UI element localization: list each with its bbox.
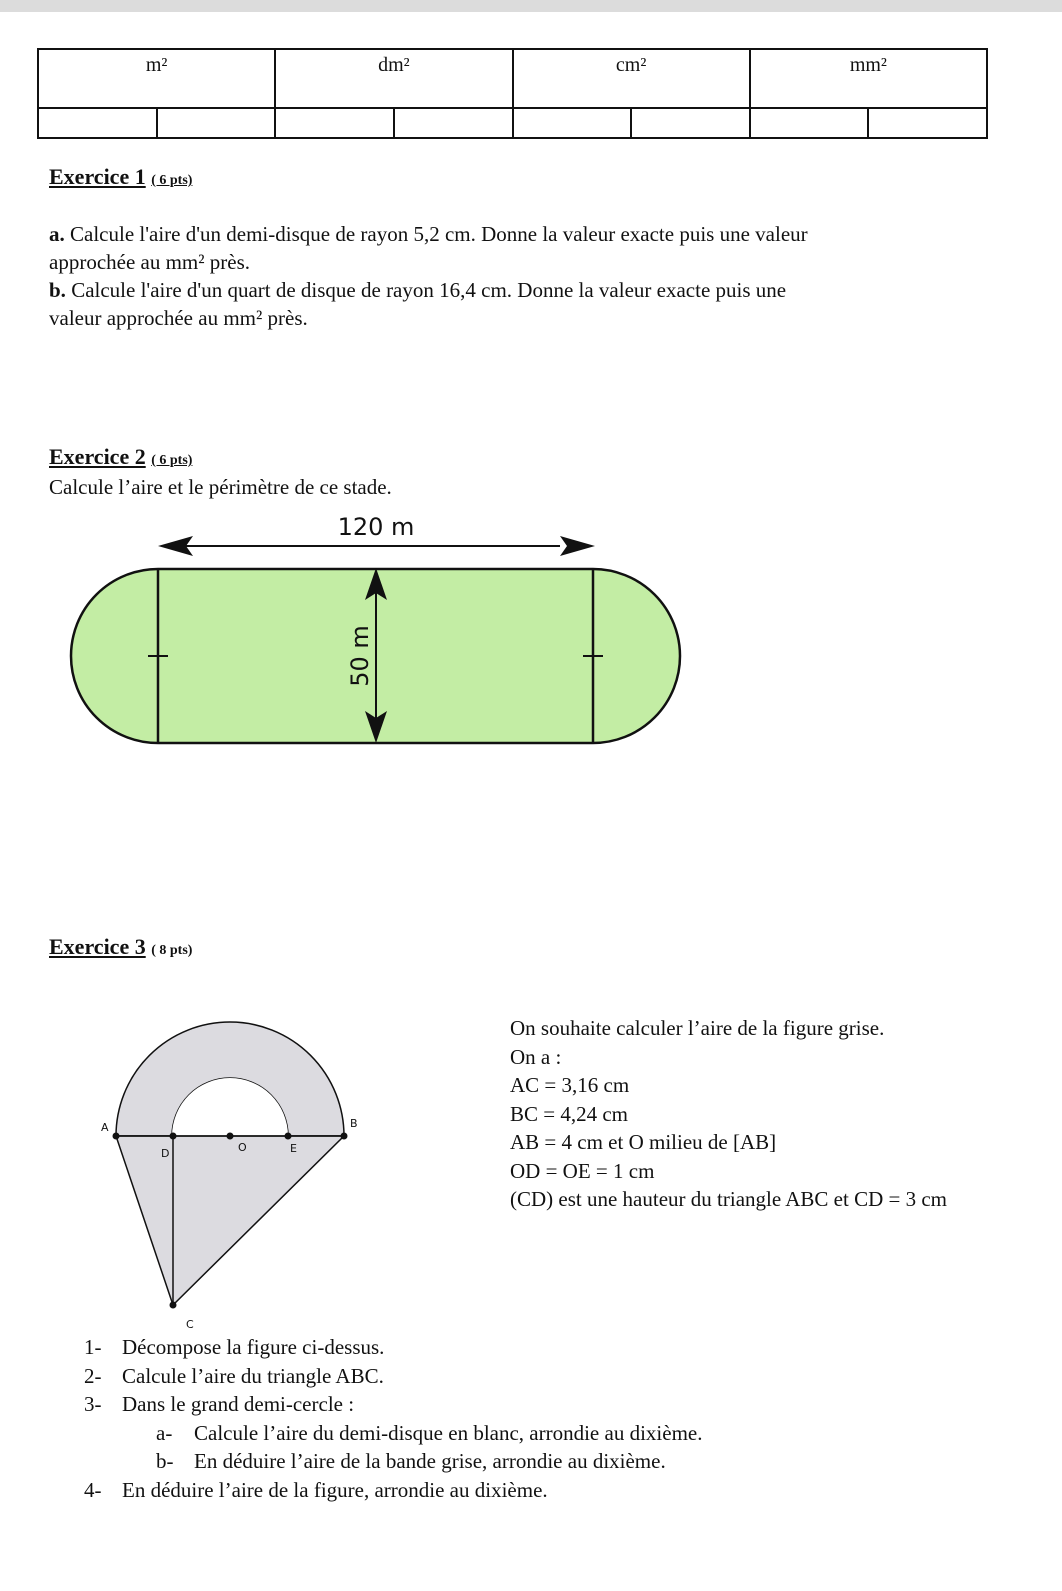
info-line: BC = 4,24 cm <box>510 1101 629 1126</box>
width-label: 50 m <box>346 625 374 687</box>
table-cell <box>513 108 632 138</box>
question-text: Calcule l’aire du demi-disque en blanc, arrondie au dixième. <box>194 1420 703 1445</box>
question-text: Décompose la figure ci-dessus. <box>122 1335 385 1359</box>
question-item <box>84 1476 702 1505</box>
table-cell <box>275 108 394 138</box>
exercise1-question-a <box>49 220 808 276</box>
exercise3-figure <box>80 1000 380 1331</box>
label-c: C <box>186 1318 194 1331</box>
point-o <box>227 1133 234 1140</box>
label-b: B <box>350 1117 358 1130</box>
table-cell <box>868 108 987 138</box>
exercise3-heading <box>49 934 192 960</box>
label-d: D <box>161 1147 170 1160</box>
point-b <box>341 1133 348 1140</box>
point-d <box>170 1133 177 1140</box>
table-cell <box>38 108 157 138</box>
label-o: O <box>238 1141 247 1154</box>
sub-question-item <box>84 1419 702 1448</box>
exercise1-b-text: Calcule l'aire d'un quart de disque de rayon 16,4 cm. Donne la valeur exacte puis une <box>71 278 787 302</box>
exercise1-title: Exercice 1 <box>49 164 146 189</box>
unit-header-m2: m² <box>38 49 275 108</box>
exercise1-question-b <box>49 276 786 332</box>
triangle-abc <box>116 1136 344 1305</box>
exercise3-questions <box>84 1333 702 1504</box>
top-bar <box>0 0 1062 12</box>
question-text: Dans le grand demi-cercle : <box>122 1392 355 1416</box>
question-number: 2- <box>84 1363 102 1388</box>
units-table <box>37 48 988 139</box>
sub-question-item <box>84 1447 702 1476</box>
question-item <box>84 1390 702 1419</box>
question-number: 1- <box>84 1335 102 1359</box>
table-cell <box>157 108 276 138</box>
unit-header-dm2: dm² <box>275 49 512 108</box>
info-line: On a : <box>510 1044 562 1069</box>
length-arrow-right-head <box>560 536 595 556</box>
question-number: 3- <box>84 1392 102 1416</box>
info-line: (CD) est une hauteur du triangle ABC et CD = 3 cm <box>510 1187 948 1211</box>
point-c <box>170 1302 177 1309</box>
point-e <box>285 1133 292 1140</box>
question-text: En déduire l’aire de la bande grise, arrondie au dixième. <box>194 1449 666 1473</box>
exercise1-a-text2: approchée au mm² près. <box>49 250 251 274</box>
exercise1-b-label: b. <box>49 278 66 302</box>
exercise1-a-text: Calcule l'aire d'un demi-disque de rayon 5,2 cm. Donne la valeur exacte puis une valeur <box>70 222 808 246</box>
exercise3-info <box>510 1014 947 1214</box>
exercise3-title: Exercice 3 <box>49 934 146 959</box>
question-item <box>84 1333 702 1362</box>
label-e: E <box>290 1142 297 1155</box>
exercise2-statement: Calcule l’aire et le périmètre de ce stade. <box>49 475 392 499</box>
table-cell <box>631 108 750 138</box>
stadium-figure <box>0 500 720 750</box>
unit-header-mm2: mm² <box>750 49 987 108</box>
point-a <box>113 1133 120 1140</box>
info-line: AB = 4 cm et O milieu de [AB] <box>510 1130 777 1154</box>
exercise2-title: Exercice 2 <box>49 444 146 469</box>
info-line: OD = OE = 1 cm <box>510 1158 655 1183</box>
exercise1-points: ( 6 pts) <box>151 173 193 188</box>
exercise3-points: ( 8 pts) <box>151 943 193 958</box>
question-number: a- <box>156 1420 173 1445</box>
info-line: On souhaite calculer l’aire de la figure grise. <box>510 1016 885 1040</box>
question-text: En déduire l’aire de la figure, arrondie au dixième. <box>122 1477 548 1502</box>
table-cell <box>750 108 869 138</box>
unit-header-cm2: cm² <box>513 49 750 108</box>
exercise1-heading <box>49 164 192 190</box>
question-number: 4- <box>84 1477 102 1502</box>
question-text: Calcule l’aire du triangle ABC. <box>122 1363 384 1388</box>
exercise2-heading <box>49 444 192 470</box>
length-label: 120 m <box>337 513 415 541</box>
info-line: AC = 3,16 cm <box>510 1073 630 1097</box>
exercise1-b-text2: valeur approchée au mm² près. <box>49 306 308 330</box>
question-number: b- <box>156 1449 174 1473</box>
exercise2-points: ( 6 pts) <box>151 453 193 468</box>
label-a: A <box>101 1121 109 1134</box>
exercise1-a-label: a. <box>49 222 65 246</box>
table-cell <box>394 108 513 138</box>
question-item <box>84 1362 702 1391</box>
